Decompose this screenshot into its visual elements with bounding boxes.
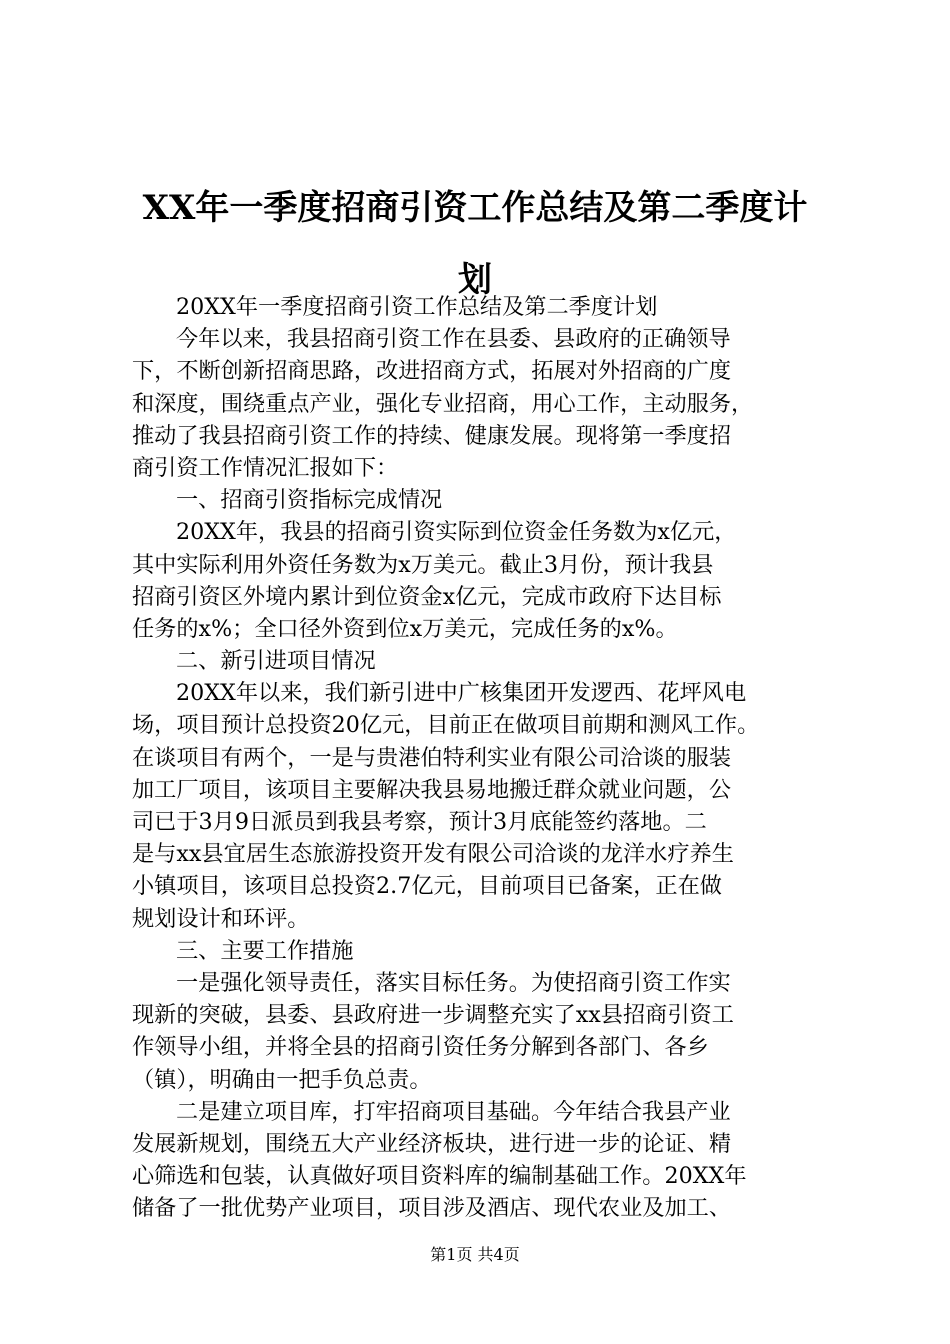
body-line: 在谈项目有两个，一是与贵港伯特利实业有限公司洽谈的服装: [132, 744, 732, 771]
body-line: 一是强化领导责任，落实目标任务。为使招商引资工作实: [176, 969, 731, 996]
body-line: 三、主要工作措施: [176, 937, 354, 964]
body-line: 储备了一批优势产业项目，项目涉及酒店、现代农业及加工、: [132, 1195, 732, 1222]
body-line: 和深度，围绕重点产业，强化专业招商，用心工作，主动服务，: [132, 390, 754, 417]
body-line: 20XX年一季度招商引资工作总结及第二季度计划: [176, 294, 658, 320]
body-line: 心筛选和包装，认真做好项目资料库的编制基础工作。20XX年: [132, 1163, 747, 1190]
body-line: （镇），明确由一把手负总责。: [132, 1066, 432, 1093]
page-footer: [0, 1245, 950, 1265]
body-line: 招商引资区外境内累计到位资金x亿元，完成市政府下达目标: [132, 583, 722, 610]
body-line: 二、新引进项目情况: [176, 648, 376, 675]
body-line: 小镇项目，该项目总投资2.7亿元，目前项目已备案，正在做: [132, 873, 722, 900]
body-line: 商引资工作情况汇报如下：: [132, 454, 399, 481]
body-line: 20XX年，我县的招商引资实际到位资金任务数为x亿元，: [176, 519, 737, 546]
body-line: 下，不断创新招商思路，改进招商方式，拓展对外招商的广度: [132, 358, 732, 385]
body-line: 其中实际利用外资任务数为x万美元。截止3月份，预计我县: [132, 551, 714, 578]
body-line: 今年以来，我县招商引资工作在县委、县政府的正确领导: [176, 326, 731, 353]
body-line: 发展新规划，围绕五大产业经济板块，进行进一步的论证、精: [132, 1130, 732, 1157]
title-line-1: XX年一季度招商引资工作总结及第二季度计: [142, 188, 808, 228]
body-line: 是与xx县宜居生态旅游投资开发有限公司洽谈的龙洋水疗养生: [132, 841, 734, 868]
body-line: 20XX年以来，我们新引进中广核集团开发逻西、花坪风电: [176, 680, 747, 707]
page-number: 第1页 共4页: [430, 1245, 520, 1264]
body-line: 推动了我县招商引资工作的持续、健康发展。现将第一季度招: [132, 422, 732, 449]
body-line: 一、招商引资指标完成情况: [176, 487, 443, 514]
body-line: 二是建立项目库，打牢招商项目基础。今年结合我县产业: [176, 1098, 731, 1125]
body-line: 场，项目预计总投资20亿元，目前正在做项目前期和测风工作。: [132, 712, 760, 739]
body-line: 任务的x%；全口径外资到位x万美元，完成任务的x%。: [132, 615, 678, 642]
body-line: 加工厂项目，该项目主要解决我县易地搬迁群众就业问题，公: [132, 776, 732, 803]
body-line: 规划设计和环评。: [132, 905, 310, 932]
title-line-2: 划: [458, 260, 492, 300]
body-line: 作领导小组，并将全县的招商引资任务分解到各部门、各乡: [132, 1034, 709, 1061]
body-line: 现新的突破，县委、县政府进一步调整充实了xx县招商引资工: [132, 1002, 734, 1029]
document-body: [132, 291, 832, 1224]
body-line: 司已于3月9日派员到我县考察，预计3月底能签约落地。二: [132, 809, 707, 835]
